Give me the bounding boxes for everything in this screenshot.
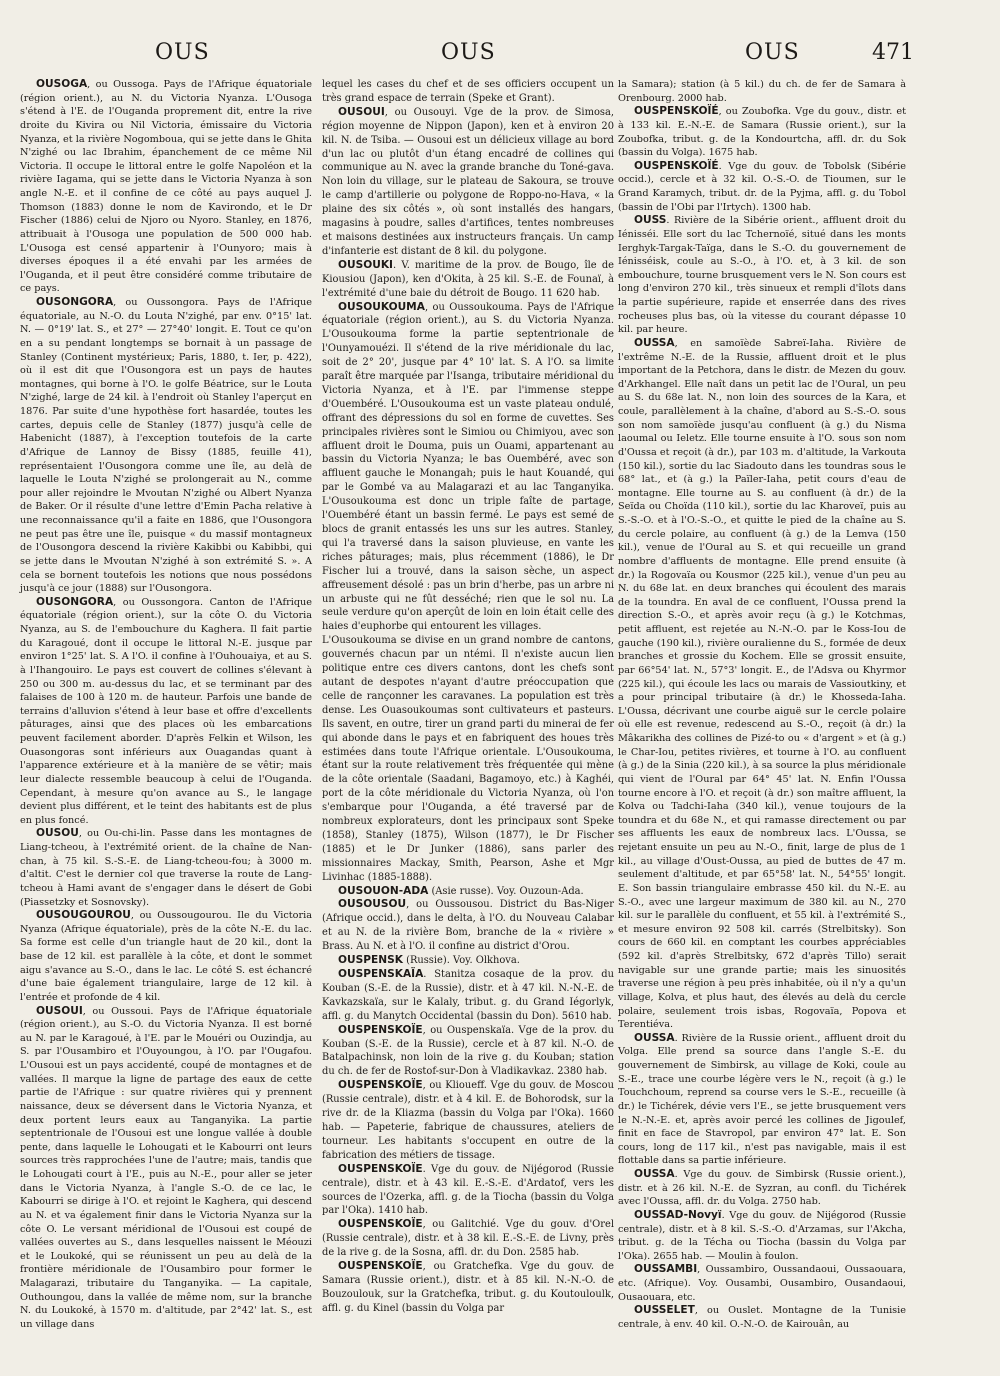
dictionary-entry — [618, 1168, 906, 1209]
dictionary-entry — [20, 827, 312, 909]
dictionary-entry — [322, 634, 614, 884]
header-center-word: OUS — [441, 40, 496, 65]
page-number: 471 — [872, 40, 914, 65]
entry-text: , ou Oussousou. District du Bas-Niger (Afrique occid.), dans le delta, à l'O. du Nouveau Calabar et au N. de la rivière Bom, branche de la « rivière » Brass. Au N. et à l'O. il confine au district d'Orou. — [322, 899, 614, 953]
entry-text: , ou Oussoukouma. Pays de l'Afrique équatoriale (région orient.), au S. du Victoria Nyanza. L'Ousoukouma forme la partie septentrionale de l'Ounyamouézi. Il s'étend de la rive méridionale du lac, soit de 2° 20', jusque par 4° 10' lat. S. A l'O. sa limite paraît être marquée par l'Isanga, tributaire méridional du Victoria Nyanza, et à l'E. par l'immense steppe d'Ouembéré. L'Ousoukouma est un vaste plateau ondulé, offrant des dépressions du sol en forme de cuvettes. Ses principales rivières sont le Simiou ou Chimiyou, avec son affluent droit le Douma, puis un Ouami, appartenant au bassin du Victoria Nyanza; le bas Ouembéré, avec son affluent gauche le Monangah; puis le haut Kouandé, qui par le Gombé va au Malagarazi et au lac Tanganyika. L'Ousoukouma est donc un triple faîte de partage, l'Ouembéré étant un bassin fermé. Le pays est semé de blocs de granit entassés les uns sur les autres. Stanley, qui l'a traversé dans la saison pluvieuse, en vante les riches pâturages; mais, plus récemment (1886), le Dr Fischer lui a trouvé, dans la saison sèche, un aspect affreusement désolé : pas un brin d'herbe, pas un arbre ni un arbuste qui ne fût desséché; rien que le sol nu. La seule verdure qu'on aperçût de loin en loin était celle des haies d'euphorbe qui entourent les villages. — [322, 301, 615, 633]
entry-text: , ou Ouslet. Montagne de la Tunisie centrale, à env. 40 kil. O.-N.-O. de Kairouân, au — [618, 1305, 906, 1330]
dictionary-entry — [618, 1304, 906, 1331]
entry-text: , en samoïède Sabreï-Iaha. Rivière de l'extrême N.-E. de la Russie, affluent droit et le plus important de la Petchora, dans le distr. de Mezen du gouv. d'Arkhangel. Elle naît dans un petit lac de l'Oural, un peu au S. du 68e lat. N., non loin des sources de la Kara, et coule, parallèlement à la chaîne, d'abord au S.-S.-O. sous son nom samoïède jusqu'au confluent (à g.) du Nisma laoumal ou Ieletz. Elle tourne ensuite à l'O. sous son nom d'Oussa et reçoit (à dr.), par 103 m. d'altitude, la Varkouta (150 kil.), sortie du lac Siadouto dans les toundras sous le 68° lat., et (à g.) la Païler-Iaha, petit cours d'eau de montagne. Elle tourne au S. au confluent (à dr.) de la Seïda ou Choïda (110 kil.), sortie du lac Kharoveï, puis au S.-S.-O. et à l'O.-S.-O., et quitte le pied de la chaîne au S. du cercle polaire, au confluent (à g.) de la Lemva (150 kil.), venue de l'Oural au S. et qui recueille un grand nombre d'affluents de montagne. Elle prend ensuite (à dr.) la Rogovaïa ou Kousmor (225 kil.), venue d'un peu au N. du 68e lat. en deux branches qui écoulent des marais de la toundra. En aval de ce confluent, l'Oussa prend la direction S.-O., et après avoir reçu (à g.) le Kotchmas, petit affluent, est rejetée au N.-N.-O. par le Koss-Iou de gauche (190 kil.), rivière ouralienne du S., formée de deux branches et grossie du Kochem. Elle se grossit ensuite, par 66°54' lat. N., 57°3' longit. E., de l'Adsva ou Khyrmor (225 kil.), qui écoule les lacs ou marais de Vassioutkiny, et a pour principal tributaire (à dr.) le Khosseda-Iaha. L'Oussa, décrivant une courbe aiguë sur le cercle polaire où elle est revenue, redescend au S.-O., reçoit (à dr.) la Mâkarikha des collines de Pizé-to ou « d'argent » et (à g.) le Char-Iou, petites rivières, et tourne à l'O. au confluent (à g.) de la Sinia (220 kil.), à sa source la plus méridionale qui vient de l'Oural par 64° 45' lat. N. Enfin l'Oussa tourne encore à l'O. et reçoit (à dr.) son maître affluent, la Kolva ou Tadchi-Iaha (340 kil.), venue toujours de la toundra et du 68e N., et qui ramasse directement ou par ses affluents les eaux de nombreux lacs. L'Oussa, se rejetant ensuite un peu au N.-O., finit, large de plus de 1 kil., au village d'Oust-Oussa, au pied de buttes de 47 m. seulement d'altitude, et par 65°58' lat. N., 54°55' longit. E. Son bassin triangulaire embrasse 450 kil. du N.-E. au S.-O., avec une largeur maximum de 380 kil. au N., 270 kil. sur le parallèle du confluent, et 55 kil. à l'extrémité S., et mesure environ 92 508 kil. carrés (Strelbitsky). Son cours de 660 kil. en comptant les courbes appréciables (592 kil. d'après Strelbitsky, 672 d'après Tillo) serait navigable sur une grande partie; mais les sinuosités traverse une région à peu près inhabitée, où il n'y a qu'un village, Kolva, et plus haut, des élevés au delà du cercle polaire, seulement trois isbas, Rogovaïa, Popova et Terentiéva. — [618, 337, 906, 1031]
dictionary-entry — [618, 105, 906, 160]
entry-text: L'Ousoukouma se divise en un grand nombre de cantons, gouvernés chacun par un ntémi. Il n'existe aucun lien politique entre ces divers cantons, dont les chefs sont autant de despotes n'ayant d'autre préoccupation que celle de rançonner les caravanes. La population est très dense. Les Ouasoukoumas sont cultivateurs et pasteurs. Ils savent, en outre, tirer un grand parti du minerai de fer qui abonde dans le pays et en fabriquent des houes très estimées dans toute l'Afrique orientale. L'Ousoukouma, étant sur la route relativement très fréquentée qui mène de la côte orientale (Saadani, Bagamoyo, etc.) à Kaghéi, port de la côte méridionale du Victoria Nyanza, où l'on s'embarque pour l'Ouganda, a été traversé par de nombreux explorateurs, dont les principaux sont Speke (1858), Stanley (1875), Wilson (1877), le Dr Fischer (1885) et le Dr Junker (1886), sans parler des missionnaires Mackay, Smith, Pearson, Ashe et Mgr Livinhac (1885-1888). — [322, 635, 614, 883]
entry-text: , ou Zoubofka. Vge du gouv., distr. et à 133 kil. E.-N.-E. de Samara (Russie orient.), sur la Zoubofka, tribut. g. de la Kondourtcha, affl. dr. du Sok (bassin du Volga). 1675 hab. — [618, 106, 906, 159]
dictionary-entry — [322, 301, 614, 635]
entry-headword: OUSOGA — [36, 78, 88, 90]
entry-headword: OUSPENSKOÏE — [338, 1079, 423, 1092]
dictionary-entry — [618, 160, 906, 215]
entry-text: . Rivière de la Russie orient., affluent droit du Volga. Elle prend sa source dans l'angle S.-E. du gouvernement de Simbirsk, au village de Koki, coule au S.-E., trace une courbe légère vers le N., reçoit (à g.) le Touchchoum, reprend sa course vers le S.-E., recueille (à dr.) le Tichérek, dévie vers l'E., se jette brusquement vers le N.-N.-E. et, après avoir percé les collines de Jigoulef, finit en face de Stavropol, par environ 47° lat. E. Son cours, long de 117 kil., n'est pas navigable, mais il est flottable dans sa partie inférieure. — [618, 1032, 906, 1167]
entry-headword: OUSOUON-ADA — [338, 884, 429, 897]
entry-headword: OUSSAD-Novyï — [634, 1208, 722, 1221]
dictionary-entry — [20, 596, 312, 828]
entry-text: , ou Klioueff. Vge du gouv. de Moscou (Russie centrale), distr. et à 4 kil. E. de Bohorodsk, sur la rive dr. de la Kliazma (bassin du Volga par l'Oka). 1660 hab. — Papeterie, fabrique de chaussures, ateliers de tourneur. Les habitants s'occupent en outre de la fabrication des métiers de tissage. — [322, 1080, 614, 1161]
entry-headword: OUSSA — [634, 1031, 675, 1044]
entry-text: (Asie russe). Voy. Ouzoun-Ada. — [428, 885, 584, 897]
entry-headword: OUSPENSKOÏE — [338, 1162, 423, 1175]
entry-headword: OUSPENSKOÏE — [338, 1260, 423, 1273]
dictionary-entry — [618, 78, 906, 105]
entry-text: . V. maritime de la prov. de Bougo, île de Kiousiou (Japon), ken d'Okita, à 25 kil. S.-E. de Founaï, à l'extrémité d'une baie du détroit de Bougo. 11 620 hab. — [322, 259, 614, 299]
entry-headword: OUSOU — [36, 827, 79, 840]
entry-headword: OUSSA — [634, 336, 675, 349]
entry-headword: OUSPENSKOÏÉ — [634, 105, 719, 118]
entry-text: , ou Oussougourou. Ile du Victoria Nyanza (Afrique équatoriale), près de la côte N.-E. du lac. Sa forme est celle d'un triangle haut de 20 kil., dont la base de 12 kil. est parallèle à la côte, et dont le sommet aigu s'avance au S.-O., dans le lac. Le côté S. est échancré d'une baie également triangulaire, large de 12 kil. à l'entrée et profonde de 4 kil. — [20, 910, 312, 1003]
dictionary-entry — [20, 909, 312, 1004]
entry-headword: OUSSAMBI — [634, 1263, 698, 1276]
entry-text: lequel les cases du chef et de ses officiers occupent un très grand espace de terrain (Speke et Grant). — [322, 79, 614, 104]
dictionary-entry — [322, 78, 614, 106]
dictionary-entry — [20, 78, 312, 296]
entry-headword: OUSOUKOUMA — [338, 300, 425, 313]
entry-text: , ou Galitchié. Vge du gouv. d'Orel (Russie centrale), distr. et à 38 kil. E.-S.-E. de Livny, près de la rive g. de la Sosna, affl. dr. du Don. 2585 hab. — [322, 1219, 614, 1259]
entry-headword: OUSSA — [634, 1168, 675, 1180]
entry-headword: OUSPENSKOÏE — [338, 1218, 423, 1231]
dictionary-entry — [20, 1005, 312, 1332]
entry-text: . Vge du gouv. de Simbirsk (Russie orient.), distr. et à 26 kil. N.-E. de Syzran, au confl. du Tichérek avec l'Oussa, affl. dr. du Volga. 2750 hab. — [618, 1169, 906, 1208]
dictionary-entry — [322, 1163, 614, 1219]
entry-text: , ou Gratchefka. Vge du gouv. de Samara (Russie orient.), distr. et à 85 kil. N.-N.-O. de Bouzoulouk, sur la Gratchefka, tribut. g. du Koutouloulk, affl. g. du Kinel (bassin du Volga par — [322, 1261, 614, 1314]
entry-text: , ou Oussongora. Pays de l'Afrique équatoriale, au N.-O. du Louta N'zighé, par env. 0°15' lat. N. — 0°19' lat. S., et 27° — 27°40' longit. E. Tout ce qu'on en a su pendant longtemps se bornait à un passage de Stanley (Continent mystérieux; Paris, 1880, t. Ier, p. 422), où il est dit que l'Ousongora est un pays de hautes montagnes, qui borne à l'O. le golfe Béatrice, sur le Louta N'zighé, large de 24 kil. à l'endroit où Stanley l'aperçut en 1876. Par suite d'une hypothèse fort hasardée, toutes les cartes, depuis celle de Stanley (1877) jusqu'à celle de Habenicht (1887), à l'exception toutefois de la carte d'Afrique de Lannoy de Bissy (1885, feuille 41), représentaient l'Ousongora comme une île, au delà de laquelle le Louta N'zighé se prolongerait au N., comme pour aller rejoindre le Mvoutan N'zighé ou Albert Nyanza de Baker. Or il résulte d'une lettre d'Emin Pacha relative à une reconnaissance qu'il a faite en 1886, que l'Ousongora ne peut pas être une île, puisque « du massif montagneux de l'Ousongora descend la rivière Kakibbi ou Kabibbi, qui se jette dans le Mvoutan N'zighé à son extrémité S. ». A cela se bornent toutefois les notions que nous possédons jusqu'à ce jour (1888) sur l'Ousongora. — [20, 297, 312, 595]
header-right-word: OUS — [745, 40, 800, 65]
header-left-word: OUS — [155, 40, 210, 65]
dictionary-entry — [322, 1260, 614, 1316]
dictionary-entry — [322, 885, 614, 899]
entry-headword: OUSOUI — [338, 105, 385, 118]
entry-text: . Stanitza cosaque de la prov. du Kouban (S.-E. de la Russie), distr. et à 47 kil. N.-N.-E. de Kavkazskaïa, sur le Kalaly, tribut. g. du Grand Iégorlyk, affl. g. du Manytch Occidental (bassin du Don). 5610 hab. — [322, 969, 614, 1022]
entry-headword: OUSS — [634, 214, 667, 227]
dictionary-entry — [322, 1024, 614, 1080]
entry-text: . Vge du gouv. de Nijégorod (Russie centrale), distr. et à 43 kil. E.-S.-E. d'Ardatof, vers les sources de l'Ozerka, affl. g. de la Tiocha (bassin du Volga par l'Oka). 1410 hab. — [322, 1163, 614, 1217]
column-2 — [322, 78, 614, 1316]
dictionary-entry — [618, 214, 906, 337]
dictionary-entry — [322, 898, 614, 954]
entry-text: (Russie). Voy. Olkhova. — [402, 955, 520, 967]
entry-text: , ou Ou-chi-lin. Passe dans les montagnes de Liang-tcheou, à l'extrémité orient. de la chaîne de Nan-chan, à 75 kil. S.-S.-E. de Liang-tcheou-fou; à 3000 m. d'altit. C'est le dernier col que traverse la route de Lang-tcheou à Hami avant de s'engager dans le désert de Gobi (Piassetzky et Sosnovsky). — [20, 828, 312, 908]
entry-headword: OUSSELET — [634, 1304, 695, 1317]
entry-headword: OUSONGORA — [36, 296, 114, 308]
entry-text: la Samara); station (à 5 kil.) du ch. de fer de Samara à Orenbourg. 2000 hab. — [618, 79, 906, 104]
dictionary-entry — [618, 1209, 906, 1264]
entry-headword: OUSOUSOU — [338, 898, 407, 911]
entry-text: , ou Oussoga. Pays de l'Afrique équatoriale (région orient.), au N. du Victoria Nyanza. L'Ousoga s'étend à l'E. de l'Ouganda proprement dit, entre la rive droite du Kivira ou Nil Victoria, émissaire du Victoria Nyanza, et la rivière Nogomboua, qui se jette dans le Ghita N'zighé ou lac Ibrahim, épanchement de ce même Nil Victoria. Il occupe le littoral entre le golfe Napoléon et la rivière Iagama, qui se jette dans le Victoria Nyanza à son angle N.-E. et il confine de ce côté au pays auquel J. Thomson (1883) donne le nom de Kavirondo, et le Dr Fischer (1886) celui de Njoro ou Nyoro. Stanley, en 1876, attribuait à l'Ousoga une population de 500 000 hab. L'Ousoga est censé appartenir à l'Ounyoro; mais à diverses époques il a été envahi par les armées de l'Ouganda, et il peut être considéré comme tributaire de ce pays. — [20, 79, 312, 295]
entry-text: , ou Oussoui. Pays de l'Afrique équatoriale (région orient.), au S.-O. du Victoria Nyanza. Il est borné au N. par le Karagoué, à l'E. par le Mouéri ou Ouzindja, au S. par l'Ousambiro et l'Ouyoungou, à l'O. par l'Ougafou. L'Ousoui est un pays accidenté, coupé de montagnes et de vallées. Il marque la ligne de partage des eaux de cette partie de l'Afrique : sur quatre rivières qui y prennent naissance, deux se déversent dans le Victoria Nyanza, et deux portent leurs eaux au Tanganyika. La partie septentrionale de l'Ousoui est une longue vallée à double pente, dans laquelle le Lohougati et le Kabourri ont leurs sources très rapprochées l'une de l'autre; mais, tandis que le Lohougati court à l'E., puis au N.-E., pour aller se jeter dans le Victoria Nyanza, à l'angle S.-O. de ce lac, le Kabourri se dirige à l'O. et rejoint le Kaghera, qui descend au N. et va également finir dans le Victoria Nyanza sur la côte O. Le versant méridional de l'Ousoui est coupé de vallées ouvertes au S., dans lesquelles naissent le Méouzi et le Loukoké, qui se réunissent un peu au delà de la frontière méridionale de l'Ousambiro pour former le Malagarazi, tributaire du Tanganyika. — La capitale, Outhoungou, dans la vallée de même nom, sur la branche N. du Loukoké, à 1570 m. d'altitude, par 2°42' lat. S., est un village dans — [20, 1005, 312, 1330]
dictionary-entry — [618, 1032, 906, 1168]
entry-headword: OUSOUKI — [338, 258, 393, 271]
entry-text: , ou Ousouyi. Vge de la prov. de Simosa, région moyenne de Nippon (Japon), ken et à environ 20 kil. N. de Tsiba. — Ousoui est un délicieux village au bord d'un lac ou plutôt d'un étang encadré de collines qui communique au N. avec la grande branche du Toné-gava. Non loin du village, sur le plateau de Sakoura, se trouve le camp d'artillerie ou polygone de Roppo-no-Hava, « la plaine des six côtés », où sont installés des hangars, magasins à poudre, salles d'artifices, tentes nombreuses et maisons destinées aux instructeurs français. Un camp d'infanterie est distant de 8 kil. du polygone. — [322, 106, 614, 257]
column-3 — [618, 78, 906, 1332]
entry-headword: OUSPENSKOÏÉ — [634, 159, 719, 172]
entry-text: . Vge du gouv. de Nijégorod (Russie centrale), distr. et à 8 kil. S.-S.-O. d'Arzamas, sur l'Akcha, tribut. g. de la Técha ou Tiocha (bassin du Volga par l'Oka). 2655 hab. — Moulin à foulon. — [618, 1209, 906, 1262]
dictionary-entry — [618, 1263, 906, 1304]
entry-headword: OUSPENSKOÏE — [338, 1023, 423, 1036]
running-header — [0, 40, 1000, 74]
dictionary-entry — [618, 337, 906, 1032]
entry-headword: OUSPENSKAÏA — [338, 968, 424, 980]
entry-headword: OUSOUI — [36, 1004, 83, 1017]
dictionary-entry — [322, 968, 614, 1024]
entry-text: , ou Oussongora. Canton de l'Afrique équatoriale (région orient.), sur la côte O. du Victoria Nyanza, au S. de l'embouchure du Kaghera. Il fait partie du Karagoué, dont il occupe le littoral N.-E. jusque par environ 1°25' lat. S. A l'O. il confine à l'Ouhouaiya, et au S. à l'Ihangouiro. Le pays est couvert de collines s'élevant à 250 ou 300 m. au-dessus du lac, et se terminant par des falaises de 100 à 120 m. de hauteur. Parfois une bande de terrains d'alluvion s'étend à leur base et offre d'excellents pâturages, ainsi que des places où les embarcations peuvent facilement aborder. D'après Felkin et Wilson, les Ouasongoras sont inférieurs aux Ouagandas quant à l'apparence extérieure et à la manière de se vêtir; mais leur dialecte ressemble beaucoup à celui de l'Ouganda. Cependant, à mesure qu'on avance au S., le langage devient plus différent, et le teint des habitants est de plus en plus foncé. — [20, 596, 312, 826]
dictionary-entry — [20, 296, 312, 596]
entry-text: , ou Ouspenskaïa. Vge de la prov. du Kouban (S.-E. de la Russie), cercle et à 87 kil. N.-O. de Batalpachinsk, non loin de la rive g. du Kouban; station du ch. de fer de Rostof-sur-Don à Vladikavkaz. 2380 hab. — [322, 1024, 614, 1078]
dictionary-entry — [322, 106, 614, 259]
column-1 — [20, 78, 312, 1332]
entry-text: . Vge du gouv. de Tobolsk (Sibérie occid.), cercle et à 32 kil. O.-S.-O. de Tioumen, sur le Grand Karamych, tribut. dr. de la Pyjma, affl. g. du Tobol (bassin de l'Obi par l'Irtych). 1300 hab. — [618, 160, 906, 213]
entry-headword: OUSONGORA — [36, 595, 114, 608]
entry-headword: OUSOUGOUROU — [36, 909, 131, 922]
dictionary-entry — [322, 259, 614, 301]
dictionary-entry — [322, 954, 614, 968]
entry-headword: OUSPENSK — [338, 954, 403, 967]
entry-text: . Rivière de la Sibérie orient., affluent droit du Iénisséi. Elle sort du lac Tchernoïé, situé dans les monts Ierghyk-Targak-Taïga, dans le S.-O. du gouvernement de Iénisséisk, coule au S.-O., à l'O. et, à 3 kil. de son embouchure, tourne brusquement vers le N. Son cours est long d'environ 270 kil., très sinueux et rempli d'îlots dans la partie supérieure, rapide et enserrée dans des rives rocheuses plus bas, où la vitesse du courant dépasse 10 kil. par heure. — [618, 215, 906, 336]
entry-text: , Oussambiro, Oussandaoui, Oussaouara, etc. (Afrique). Voy. Ousambi, Ousambiro, Ousandaoui, Ousaouara, etc. — [618, 1264, 906, 1303]
dictionary-entry — [322, 1079, 614, 1162]
dictionary-entry — [322, 1218, 614, 1260]
